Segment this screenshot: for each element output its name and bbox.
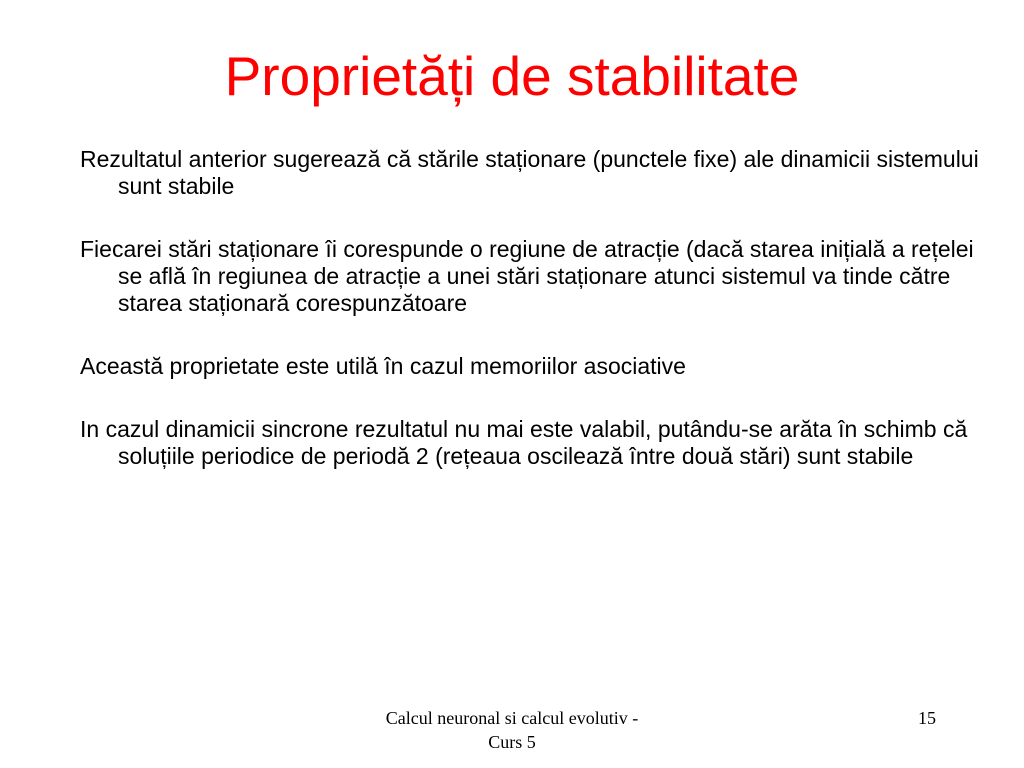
- slide-title: Proprietăți de stabilitate: [224, 45, 800, 107]
- bullet-item-3: Această proprietate este utilă în cazul memoriilor asociative: [80, 353, 686, 379]
- footer-course-line-1: Calcul neuronal si calcul evolutiv -: [385, 708, 639, 728]
- footer-course-title: [352, 706, 672, 754]
- page-number: 15: [918, 708, 936, 728]
- bullet-list: [80, 146, 980, 506]
- bullet-item-1: Rezultatul anterior sugerează că stările staționare (punctele fixe) ale dinamicii sistemului sunt stabile: [80, 146, 979, 199]
- footer-course-line-2: Curs 5: [488, 732, 536, 752]
- bullet-item-2: Fiecarei stări staționare îi corespunde o regiune de atracție (dacă starea inițială a rețelei se află în regiunea de atracție a unei stări staționare atunci sistemul va tinde către starea staționară corespunzătoare: [80, 236, 974, 316]
- bullet-item-4: In cazul dinamicii sincrone rezultatul nu mai este valabil, putându-se arăta în schimb că soluțiile periodice de periodă 2 (rețeaua oscilează între două stări) sunt stabile: [80, 416, 968, 469]
